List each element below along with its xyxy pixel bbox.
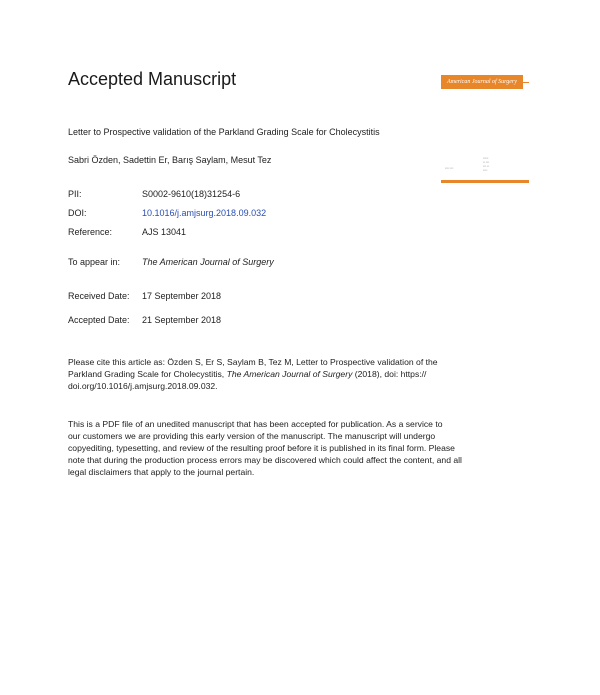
page-heading: Accepted Manuscript bbox=[68, 69, 237, 89]
doi-label: DOI: bbox=[68, 208, 87, 218]
disclaimer-paragraph bbox=[68, 418, 530, 478]
cover-band bbox=[441, 180, 529, 183]
disclaimer-line: our customers we are providing this early version of the manuscript. The manuscript will undergo bbox=[68, 431, 436, 441]
logo-rule bbox=[523, 82, 529, 83]
received-value: 17 September 2018 bbox=[142, 291, 222, 301]
disclaimer-line: note that during the production process errors may be discovered which could affect the content, and all bbox=[68, 455, 462, 465]
cover-decoration: ▪▪▪▪▪ ▪▪ ▪▪▪ ▪▪▪ ▪▪ ▪▪▪▪ bbox=[483, 156, 490, 172]
journal-cover-thumbnail bbox=[441, 156, 529, 184]
reference-value: AJS 13041 bbox=[142, 227, 187, 237]
pii-label: PII: bbox=[68, 189, 82, 199]
citation-line bbox=[68, 368, 530, 380]
citation-paragraph bbox=[68, 356, 530, 392]
article-title: Letter to Prospective validation of the Parkland Grading Scale for Cholecystitis bbox=[68, 127, 380, 137]
journal-logo-text: American Journal of Surgery bbox=[447, 79, 517, 85]
disclaimer-line: legal disclaimers that apply to the journal pertain. bbox=[68, 467, 255, 477]
article-authors: Sabri Özden, Sadettin Er, Barış Saylam, Mesut Tez bbox=[68, 155, 272, 165]
journal-logo bbox=[441, 75, 523, 89]
received-label: Received Date: bbox=[68, 291, 130, 301]
disclaimer-line: copyediting, typesetting, and review of the resulting proof before it is published in its final form. Please bbox=[68, 443, 455, 453]
pii-value: S0002-9610(18)31254-6 bbox=[142, 189, 241, 199]
appear-value: The American Journal of Surgery bbox=[142, 257, 274, 267]
citation-line: Please cite this article as: Özden S, Er S, Saylam B, Tez M, Letter to Prospective validation of the bbox=[68, 357, 438, 367]
disclaimer-line: This is a PDF file of an unedited manuscript that has been accepted for publication. As a service to bbox=[68, 419, 443, 429]
reference-label: Reference: bbox=[68, 227, 113, 237]
accepted-label: Accepted Date: bbox=[68, 315, 130, 325]
citation-line: doi.org/10.1016/j.amjsurg.2018.09.032. bbox=[68, 381, 218, 391]
appear-label: To appear in: bbox=[68, 257, 121, 267]
citation-journal: The American Journal of Surgery bbox=[226, 369, 353, 379]
doi-link[interactable]: 10.1016/j.amjsurg.2018.09.032 bbox=[142, 208, 267, 218]
cover-decoration: ▪▪▪▪ ▪▪▪ bbox=[445, 166, 454, 170]
accepted-value: 21 September 2018 bbox=[142, 315, 222, 325]
citation-text: Parkland Grading Scale for Cholecystitis, bbox=[68, 369, 225, 379]
citation-text: (2018), doi: https:// bbox=[354, 369, 427, 379]
